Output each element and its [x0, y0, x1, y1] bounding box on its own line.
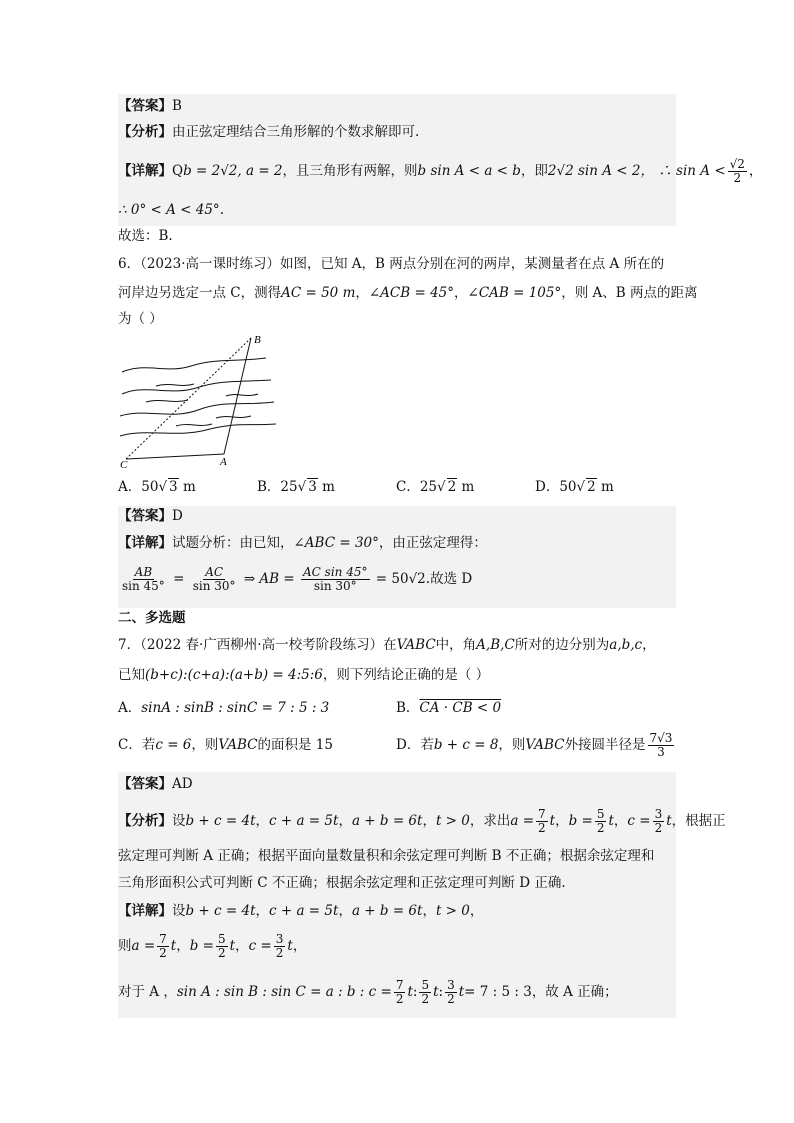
detail-label: 【详解】 — [118, 163, 172, 179]
q5-answer: 【答案】B — [118, 98, 182, 114]
q6-stem-2: 河岸边另选定一点 C，测得AC = 50 m，∠ACB = 45°，∠CAB = 105°，则 A、B 两点的距离 — [118, 285, 698, 301]
q7-option-a[interactable]: A．sinA : sinB : sinC = 7 : 5 : 3 — [118, 700, 330, 716]
q7-option-b[interactable]: B．CA · CB < 0 — [396, 700, 502, 716]
q6-option-c[interactable]: C．25√ 2 m — [396, 479, 475, 495]
river-wave — [146, 400, 188, 402]
q6-detail: 【详解】试题分析：由已知，∠ABC = 30°，由正弦定理得： — [118, 535, 487, 551]
q7-analysis-2: 弦定理可判断 A 正确；根据平面向量数量积和余弦定理可判断 B 不正确；根据余弦定理和 — [118, 848, 655, 864]
q7-detail-1: 【详解】设b + c = 4t，c + a = 5t，a + b = 6t，t > 0， — [118, 903, 484, 919]
q7-option-c[interactable]: C．若c = 6，则VABC的面积是 15 — [118, 737, 333, 753]
river-wave — [120, 424, 276, 436]
q6-option-a[interactable]: A．50√ 3 m — [118, 479, 196, 495]
label-C: C — [120, 459, 128, 471]
river-figure — [116, 332, 276, 472]
river-wave — [226, 394, 258, 396]
q5-analysis: 【分析】由正弦定理结合三角形解的个数求解即可. — [118, 124, 420, 140]
section-title-multi-choice: 二、多选题 — [118, 610, 186, 626]
river-wave — [156, 384, 194, 386]
q7-analysis-1: 【分析】设b + c = 4t，c + a = 5t，a + b = 6t，t > 0，求出a = $\frac{7}{2}$ t，b = $\frac{5}{2}$ t，c = $\frac{3}{2}$ t，根据正 — [118, 807, 726, 835]
fraction: $\frac{√2}{2}$ — [729, 157, 745, 185]
q6-option-d[interactable]: D．50√ 2 m — [535, 479, 614, 495]
river-wave — [122, 380, 271, 394]
q6-option-b[interactable]: B．25√ 3 m — [257, 479, 335, 495]
river-wave — [216, 416, 251, 418]
label-B: B — [254, 334, 261, 346]
answer-label: 【答案】 — [118, 98, 172, 114]
segment-CB — [126, 338, 251, 459]
label-A: A — [220, 456, 227, 468]
segment-AB — [224, 338, 251, 454]
q7-stem-1: 7．（2022 春·广西柳州·高一校考阶段练习）在VABC中，角A,B,C所对的边分别为a,b,c， — [118, 637, 656, 653]
q7-stem-2: 已知(b+c):(c+a):(a+b) = 4:5:6，则下列结论正确的是（ ） — [118, 667, 490, 683]
q7-answer: 【答案】AD — [118, 776, 193, 792]
q6-formula: $\frac{AB}{\sin 45^\circ}$ = $\frac{AC}{\sin 30^\circ}$ ⇒ AB = $\frac{\text{AC sin 45°}}{\sin 30^\circ}$ = 50√2.故选 D — [122, 565, 473, 593]
river-wave — [120, 402, 274, 416]
analysis-label: 【分析】 — [118, 124, 172, 140]
q7-detail-2: 则a = $\frac{7}{2}$ t，b = $\frac{5}{2}$ t，c = $\frac{3}{2}$ t， — [118, 932, 307, 960]
q7-analysis-3: 三角形面积公式可判断 C 不正确；根据余弦定理和正弦定理可判断 D 正确. — [118, 875, 566, 891]
q6-stem-3: 为（ ） — [118, 311, 163, 327]
q6-stem-1: 6．（2023·高一课时练习）如图，已知 A，B 两点分别在河的两岸，某测量者在点 A 所在的 — [118, 256, 665, 272]
q7-option-d[interactable]: D．若b + c = 8，则VABC外接圆半径是 $\frac{7√3}{3}$ — [396, 731, 673, 759]
q5-choose: 故选：B. — [118, 228, 173, 244]
q5-detail-line2: ∴ 0° < A < 45°. — [118, 202, 224, 218]
q5-detail: 【详解】Qb = 2√2, a = 2，且三角形有两解，则b sin A < a < b，即2√2 sin A < 2， ∴ sin A < $\frac{√2}{2}$ ， — [118, 157, 763, 185]
river-wave — [176, 424, 212, 426]
q6-answer: 【答案】D — [118, 508, 183, 524]
segment-CA — [126, 454, 224, 459]
q7-detail-3: 对于 A ，sin A : sin B : sin C = a : b : c = $\frac{7}{2}$ t: $\frac{5}{2}$ t: $\frac{3}{2}$ t= 7 : 5 : 3，故 A 正确； — [118, 978, 618, 1006]
